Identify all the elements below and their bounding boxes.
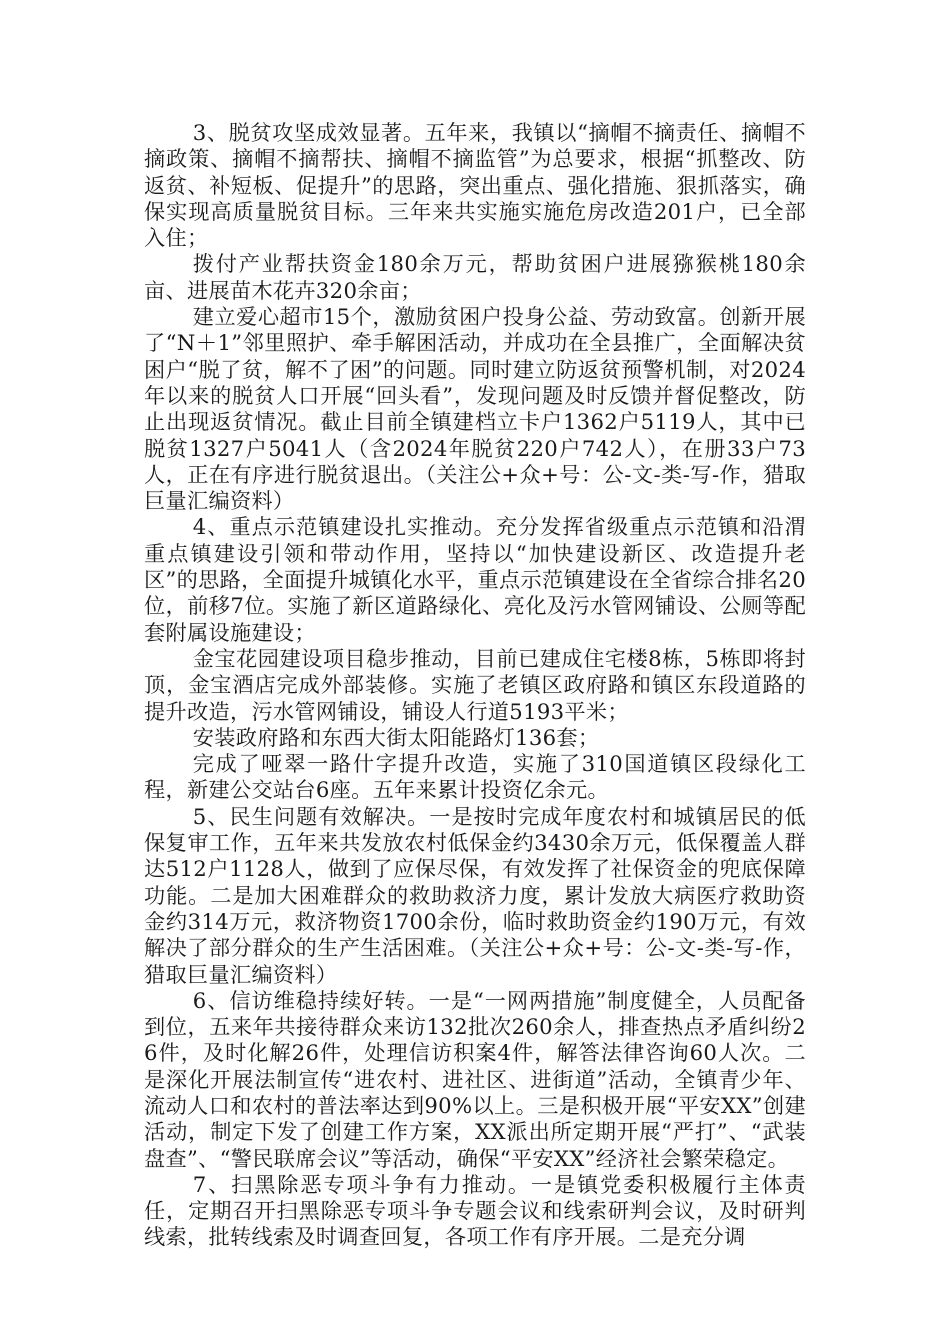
paragraph-anti-crime: 7、扫黑除恶专项斗争有力推动。一是镇党委积极履行主体责任，定期召开扫黑除恶专项斗争专题会议和线索研判会议，及时研判线索，批转线索及时调查回复，各项工作有序开展。二是充分调 [144,1171,806,1250]
paragraph-street-lights: 安装政府路和东西大街太阳能路灯136套； [192,724,600,750]
paragraph-road-greening: 完成了哑翠一路什字提升改造，实施了310国道镇区段绿化工程，新建公交站台6座。五年来累计投资亿余元。 [144,751,806,803]
document-body [144,120,806,1251]
paragraph-livelihood: 5、民生问题有效解决。一是按时完成年度农村和城镇居民的低保复审工作，五年来共发放农村低保金约3430余万元，低保覆盖人群达512户1128人，做到了应保尽保，有效发挥了社保资金的兜底保障功能。二是加大困难群众的救助救济力度，累计发放大病医疗救助资金约314万元，救济物资1700余份，临时救助资金约190万元，有效解决了部分群众的生产生活困难。（关注公+众+号：公-文-类-写-作，猎取巨量汇编资料） [144,803,806,987]
paragraph-demonstration-town: 4、重点示范镇建设扎实推动。充分发挥省级重点示范镇和沿渭重点镇建设引领和带动作用，坚持以“加快建设新区、改造提升老区”的思路，全面提升城镇化水平，重点示范镇建设在全省综合排名20位，前移7位。实施了新区道路绿化、亮化及污水管网铺设、公厕等配套附属设施建设； [144,514,806,645]
paragraph-jinbao-garden: 金宝花园建设项目稳步推动，目前已建成住宅楼8栋，5栋即将封顶，金宝酒店完成外部装修。实施了老镇区政府路和镇区东段道路的提升改造，污水管网铺设，铺设人行道5193平米； [144,645,806,724]
paragraph-industry-funds: 拨付产业帮扶资金180余万元，帮助贫困户进展猕猴桃180余亩、进展苗木花卉320余亩； [144,251,806,303]
paragraph-love-supermarket: 建立爱心超市15个，激励贫困户投身公益、劳动致富。创新开展了“N＋1”邻里照护、牵手解困活动，并成功在全县推广，全面解决贫困户“脱了贫，解不了困”的问题。同时建立防返贫预警机制，对2024年以来的脱贫人口开展“回头看”，发现问题及时反馈并督促整改，防止出现返贫情况。截止目前全镇建档立卡户1362户5119人，其中已脱贫1327户5041人（含2024年脱贫220户742人），在册33户73人，正在有序进行脱贫退出。（关注公+众+号：公-文-类-写-作，猎取巨量汇编资料） [144,304,806,514]
paragraph-poverty-alleviation: 3、脱贫攻坚成效显著。五年来，我镇以“摘帽不摘责任、摘帽不摘政策、摘帽不摘帮扶、摘帽不摘监管”为总要求，根据“抓整改、防返贫、补短板、促提升”的思路，突出重点、强化措施、狠抓落实，确保实现高质量脱贫目标。三年来共实施实施危房改造201户，已全部入住； [144,120,806,251]
paragraph-petition-stability: 6、信访维稳持续好转。一是“一网两措施”制度健全，人员配备到位，五来年共接待群众来访132批次260余人，排查热点矛盾纠纷26件，及时化解26件，处理信访积案4件，解答法律咨询60人次。二是深化开展法制宣传“进农村、进社区、进街道”活动，全镇青少年、流动人口和农村的普法率达到90%以上。三是积极开展“平安XX”创建活动，制定下发了创建工作方案，XX派出所定期开展“严打”、“武装盘查”、“警民联席会议”等活动，确保“平安XX”经济社会繁荣稳定。 [144,987,806,1171]
